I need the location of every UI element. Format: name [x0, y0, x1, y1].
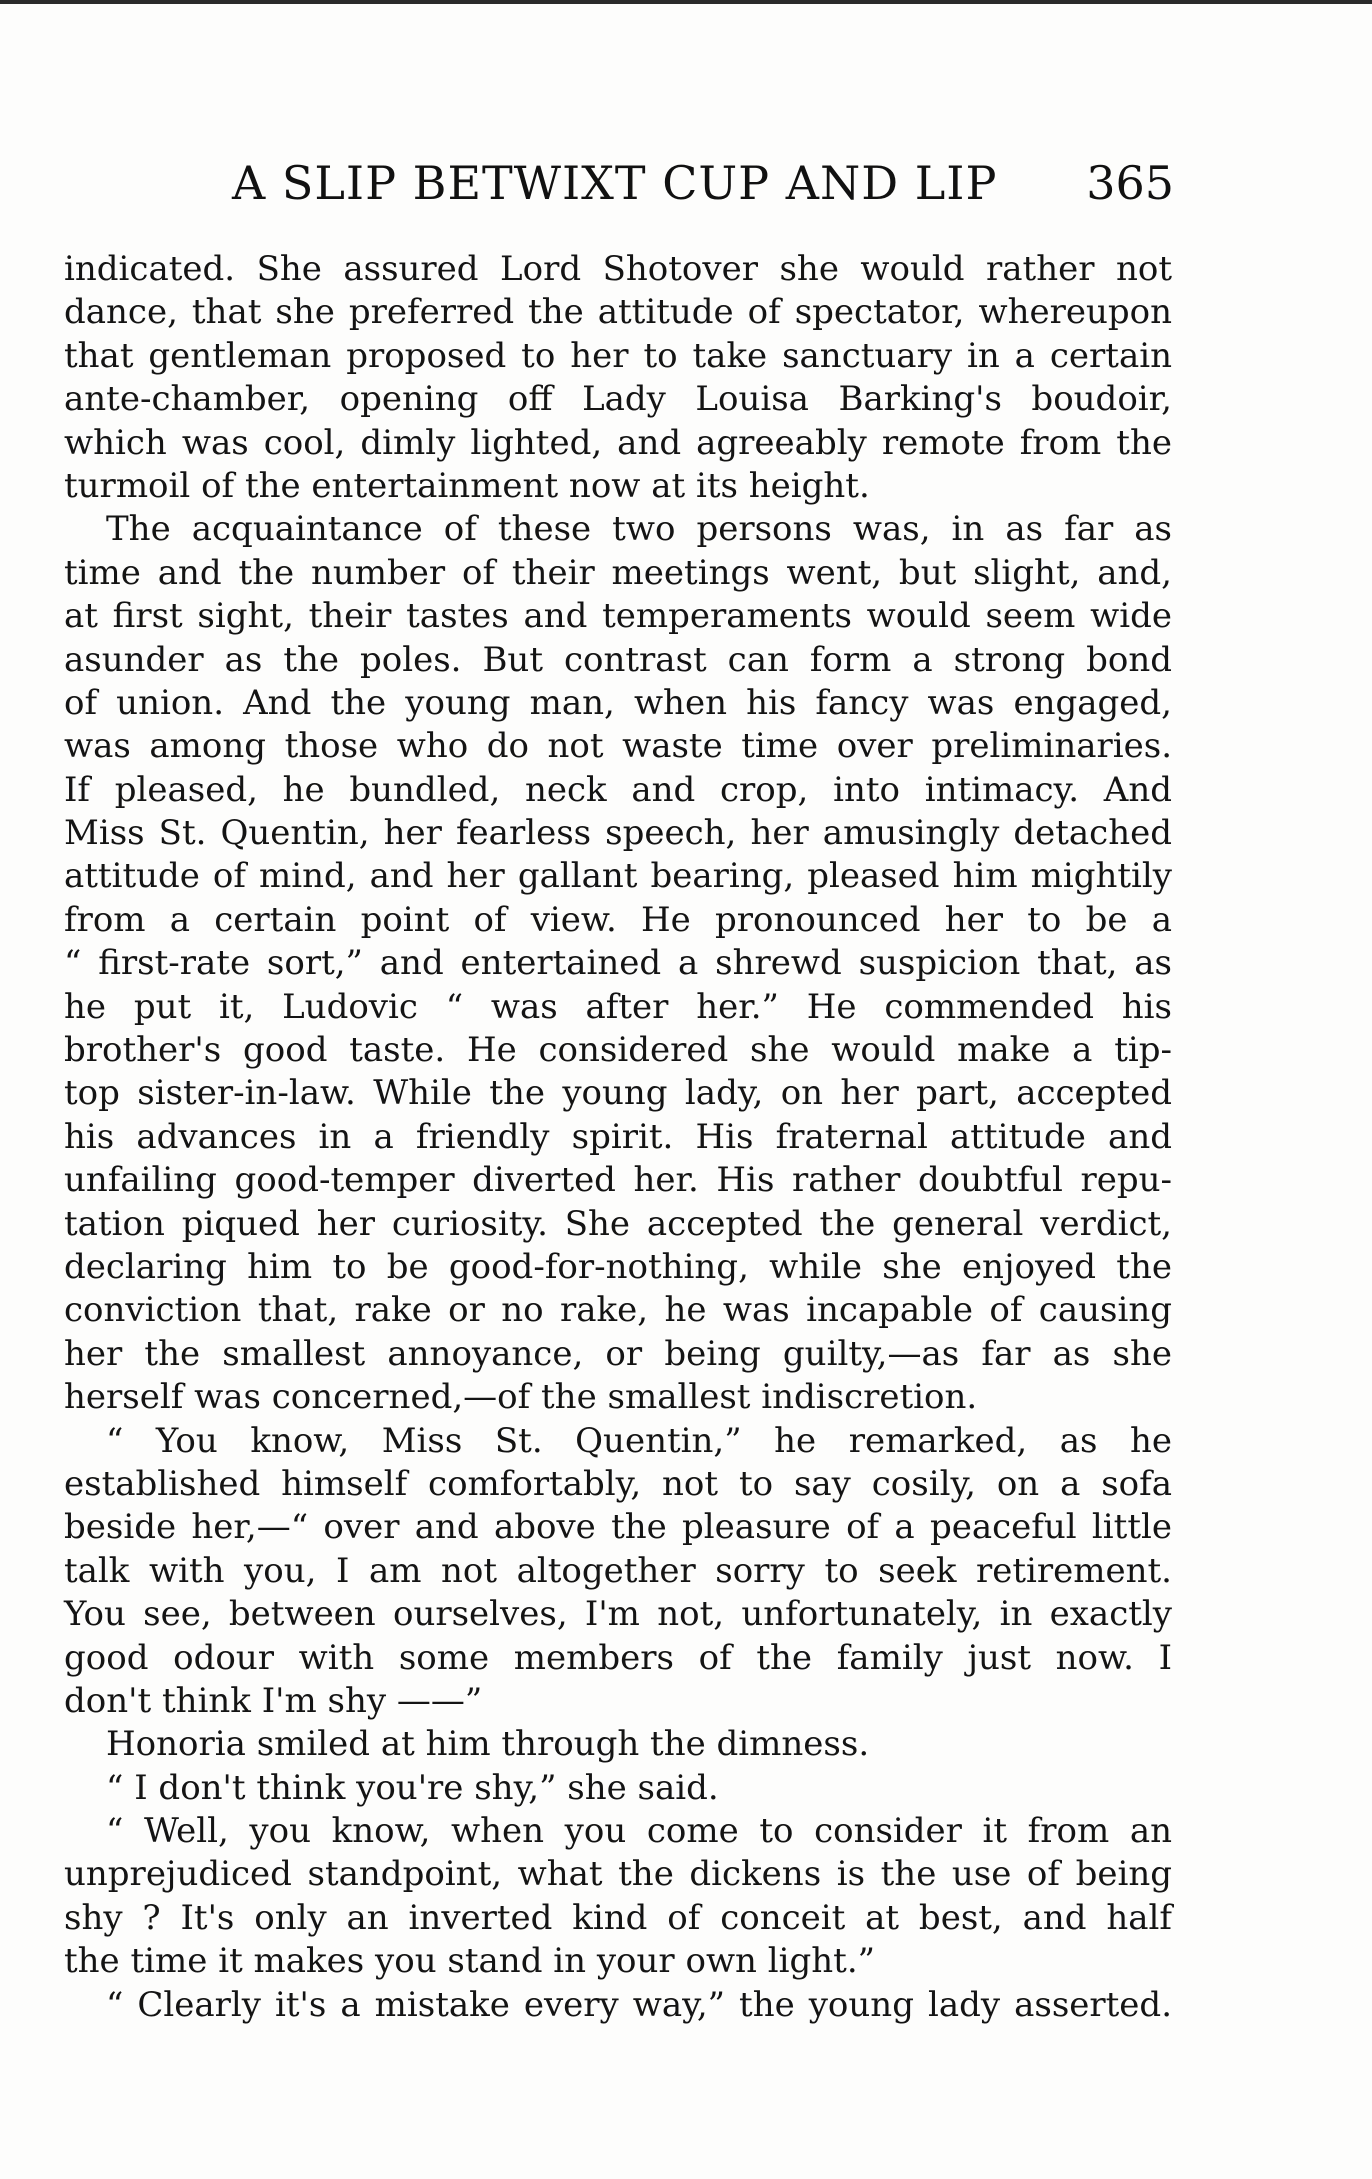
body-text [64, 248, 1172, 2027]
text-line: that gentleman proposed to her to take sanctuary in a certain [64, 335, 1172, 376]
text-line: tation piqued her curiosity. She accepted the general verdict, [64, 1203, 1172, 1244]
text-line: talk with you, I am not altogether sorry to seek retirement. [64, 1550, 1172, 1591]
text-line: her the smallest annoyance, or being guilty,—as far as she [64, 1333, 1172, 1374]
text-line: shy ? It's only an inverted kind of conceit at best, and half [64, 1897, 1172, 1938]
running-title: A SLIP BETWIXT CUP AND LIP [232, 156, 998, 210]
text-line: Miss St. Quentin, her fearless speech, her amusingly detached [64, 813, 1172, 854]
text-line: of union. And the young man, when his fancy was engaged, [64, 682, 1172, 723]
text-line: declaring him to be good-for-nothing, while she enjoyed the [64, 1246, 1172, 1287]
text-line: “ first-rate sort,” and entertained a shrewd suspicion that, as [64, 943, 1172, 984]
paragraph-start-line: “ Well, you know, when you come to consider it from an [106, 1811, 1172, 1852]
text-line: he put it, Ludovic “ was after her.” He commended his [64, 986, 1172, 1027]
text-line: dance, that she preferred the attitude of spectator, whereupon [64, 292, 1172, 333]
text-line: at first sight, their tastes and temperaments would seem wide [64, 596, 1172, 637]
text-line: conviction that, rake or no rake, he was incapable of causing [64, 1290, 1172, 1331]
text-line: which was cool, dimly lighted, and agreeably remote from the [64, 422, 1172, 463]
paragraph-start-line: “ I don't think you're shy,” she said. [106, 1767, 719, 1808]
paragraph-start-line: “ Clearly it's a mistake every way,” the young lady asserted. [106, 1984, 1172, 2025]
text-line: the time it makes you stand in your own light.” [64, 1941, 876, 1982]
text-line: turmoil of the entertainment now at its height. [64, 465, 870, 506]
text-line: was among those who do not waste time over preliminaries. [64, 726, 1172, 767]
text-line: brother's good taste. He considered she would make a tip- [64, 1030, 1172, 1071]
text-line: beside her,—“ over and above the pleasure of a peaceful little [64, 1507, 1172, 1548]
text-line: time and the number of their meetings went, but slight, and, [64, 552, 1172, 593]
text-line: good odour with some members of the family just now. I [64, 1637, 1172, 1678]
text-line: asunder as the poles. But contrast can form a strong bond [64, 639, 1172, 680]
text-line: unfailing good-temper diverted her. His rather doubtful repu- [64, 1160, 1172, 1201]
paragraph-start-line: “ You know, Miss St. Quentin,” he remarked, as he [106, 1420, 1172, 1461]
text-line: from a certain point of view. He pronounced her to be a [64, 899, 1172, 940]
paragraph-start-line: The acquaintance of these two persons was, in as far as [106, 509, 1172, 550]
running-head [64, 150, 1174, 220]
text-line: indicated. She assured Lord Shotover she would rather not [64, 249, 1172, 289]
text-line: established himself comfortably, not to say cosily, on a sofa [64, 1463, 1172, 1504]
paragraph-start-line: Honoria smiled at him through the dimness. [106, 1724, 870, 1765]
text-line: his advances in a friendly spirit. His fraternal attitude and [64, 1116, 1172, 1157]
text-line: ante-chamber, opening off Lady Louisa Barking's boudoir, [64, 379, 1172, 420]
text-line: If pleased, he bundled, neck and crop, into intimacy. And [64, 769, 1172, 810]
top-edge-rule [0, 0, 1372, 4]
text-line: top sister-in-law. While the young lady, on her part, accepted [64, 1073, 1172, 1114]
text-line: attitude of mind, and her gallant bearing, pleased him mightily [64, 856, 1172, 897]
page-number: 365 [1086, 156, 1174, 210]
text-line: don't think I'm shy ——” [64, 1680, 483, 1721]
text-line: You see, between ourselves, I'm not, unfortunately, in exactly [64, 1594, 1172, 1635]
text-line: herself was concerned,—of the smallest indiscretion. [64, 1377, 978, 1418]
text-line: unprejudiced standpoint, what the dickens is the use of being [64, 1854, 1172, 1895]
